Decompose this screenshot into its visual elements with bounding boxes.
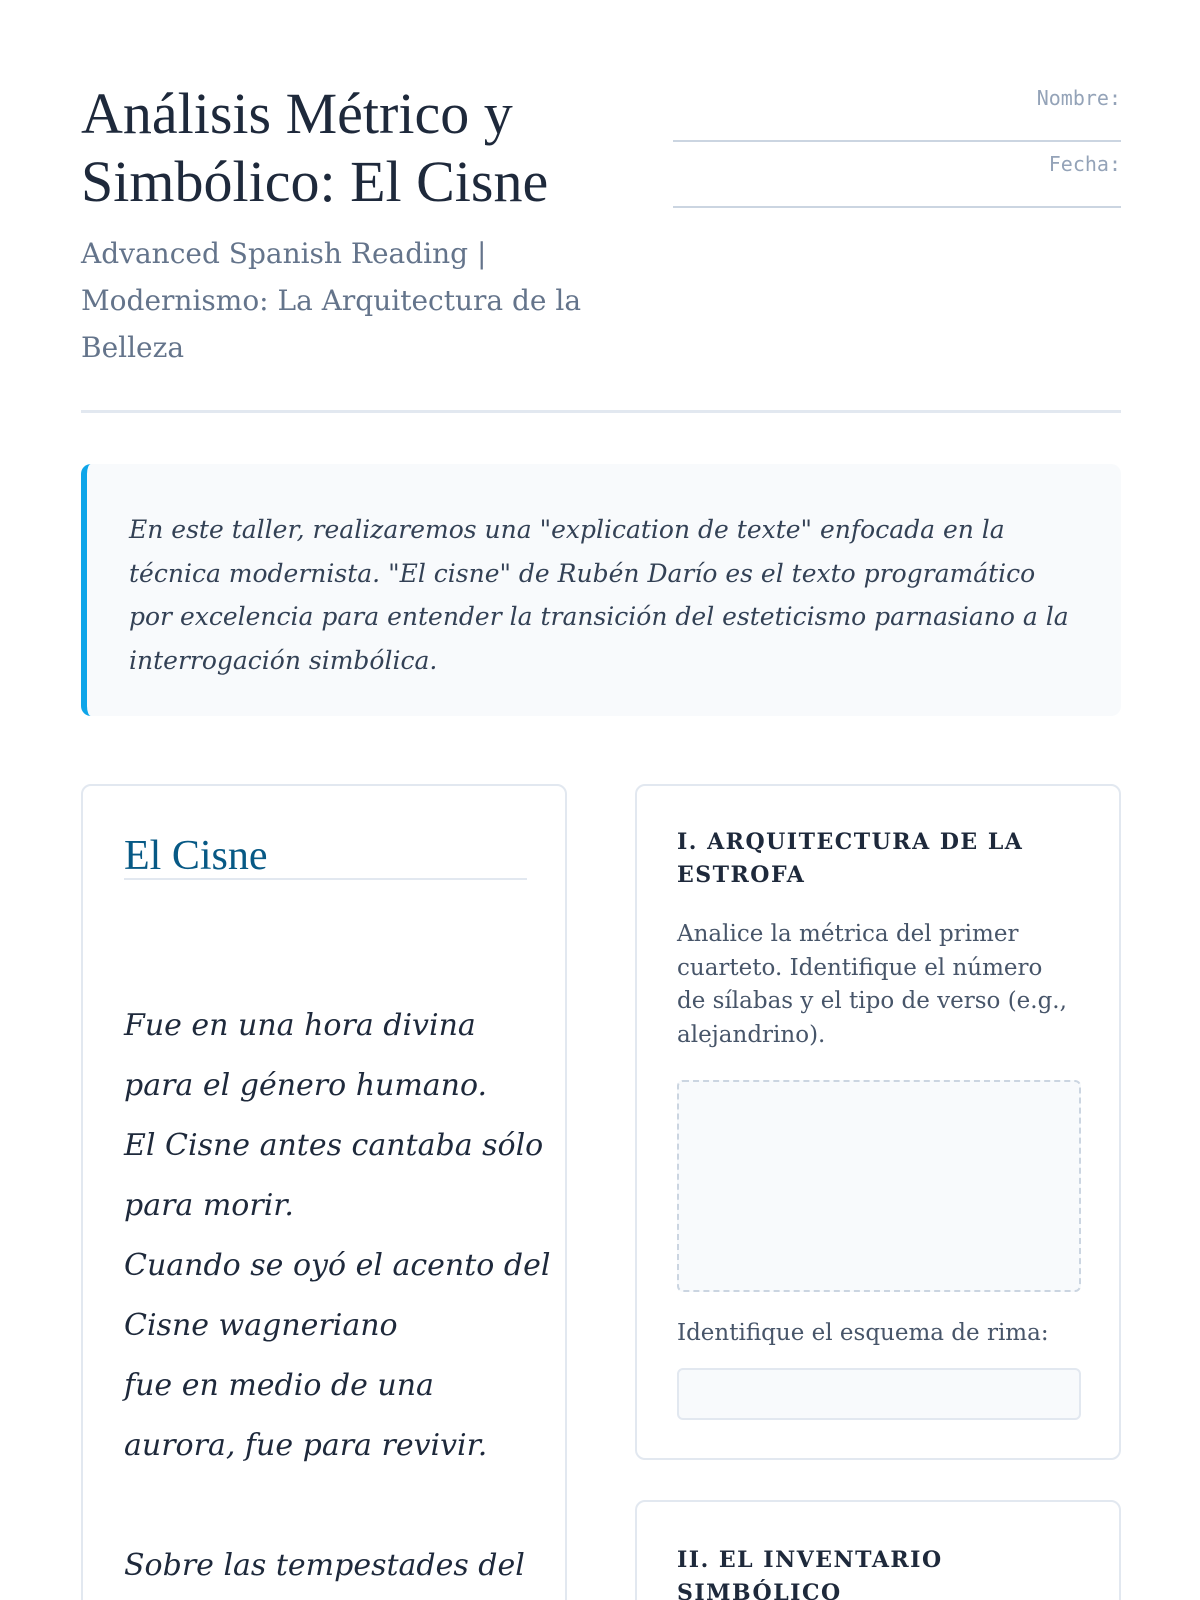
- date-label: Fecha:: [1048, 152, 1121, 176]
- rhyme-scheme-input[interactable]: [677, 1368, 1081, 1420]
- intro-callout: [81, 464, 1121, 716]
- question-prompt-meter: Analice la métrica del primer cuarteto. Identifique el número de sílabas y el tipo de verso (e.g., alejandrino).: [677, 921, 1067, 1048]
- poem-card: [81, 784, 567, 1600]
- name-field[interactable]: [673, 82, 1121, 142]
- question-card-structure: [635, 784, 1121, 1460]
- question-card-symbols: [635, 1500, 1121, 1600]
- poem-stanza-1: [124, 996, 551, 1476]
- poem-stanza-2: [124, 1536, 544, 1596]
- section-heading-symbols: II. EL INVENTARIO SIMBÓLICO: [677, 1547, 943, 1600]
- page-title: Análisis Métrico y Simbólico: El Cisne: [81, 81, 549, 214]
- poem-verse: El Cisne antes cantaba sólo: [124, 1128, 544, 1163]
- poem-verse: para morir.: [124, 1188, 294, 1223]
- meter-answer-box[interactable]: [677, 1080, 1081, 1292]
- poem-verse: aurora, fue para revivir.: [124, 1428, 488, 1463]
- poem-verse: para el género humano.: [124, 1068, 488, 1103]
- poem-verse: Cisne wagneriano: [124, 1308, 398, 1343]
- poem-title: El Cisne: [124, 826, 527, 880]
- name-label: Nombre:: [1036, 86, 1121, 110]
- date-field[interactable]: [673, 148, 1121, 208]
- section-heading-structure: I. ARQUITECTURA DE LA ESTROFA: [677, 829, 1024, 888]
- page-subtitle: Advanced Spanish Reading | Modernismo: La Arquitectura de la Belleza: [81, 237, 582, 364]
- worksheet-header: [81, 80, 1121, 413]
- poem-verse: fue en medio de una: [124, 1368, 434, 1403]
- intro-text: En este taller, realizaremos una "explication de texte" enfocada en la técnica modernista. "El cisne" de Rubén Darío es el texto programático por excelencia para entender la transición del esteticismo parnasiano a la interrogación simbólica.: [129, 515, 1069, 675]
- rhyme-scheme-label: Identifique el esquema de rima:: [677, 1320, 1049, 1346]
- poem-verse: Cuando se oyó el acento del: [124, 1248, 551, 1283]
- poem-verse: Fue en una hora divina: [124, 1008, 476, 1043]
- poem-verse: Sobre las tempestades del: [124, 1548, 525, 1583]
